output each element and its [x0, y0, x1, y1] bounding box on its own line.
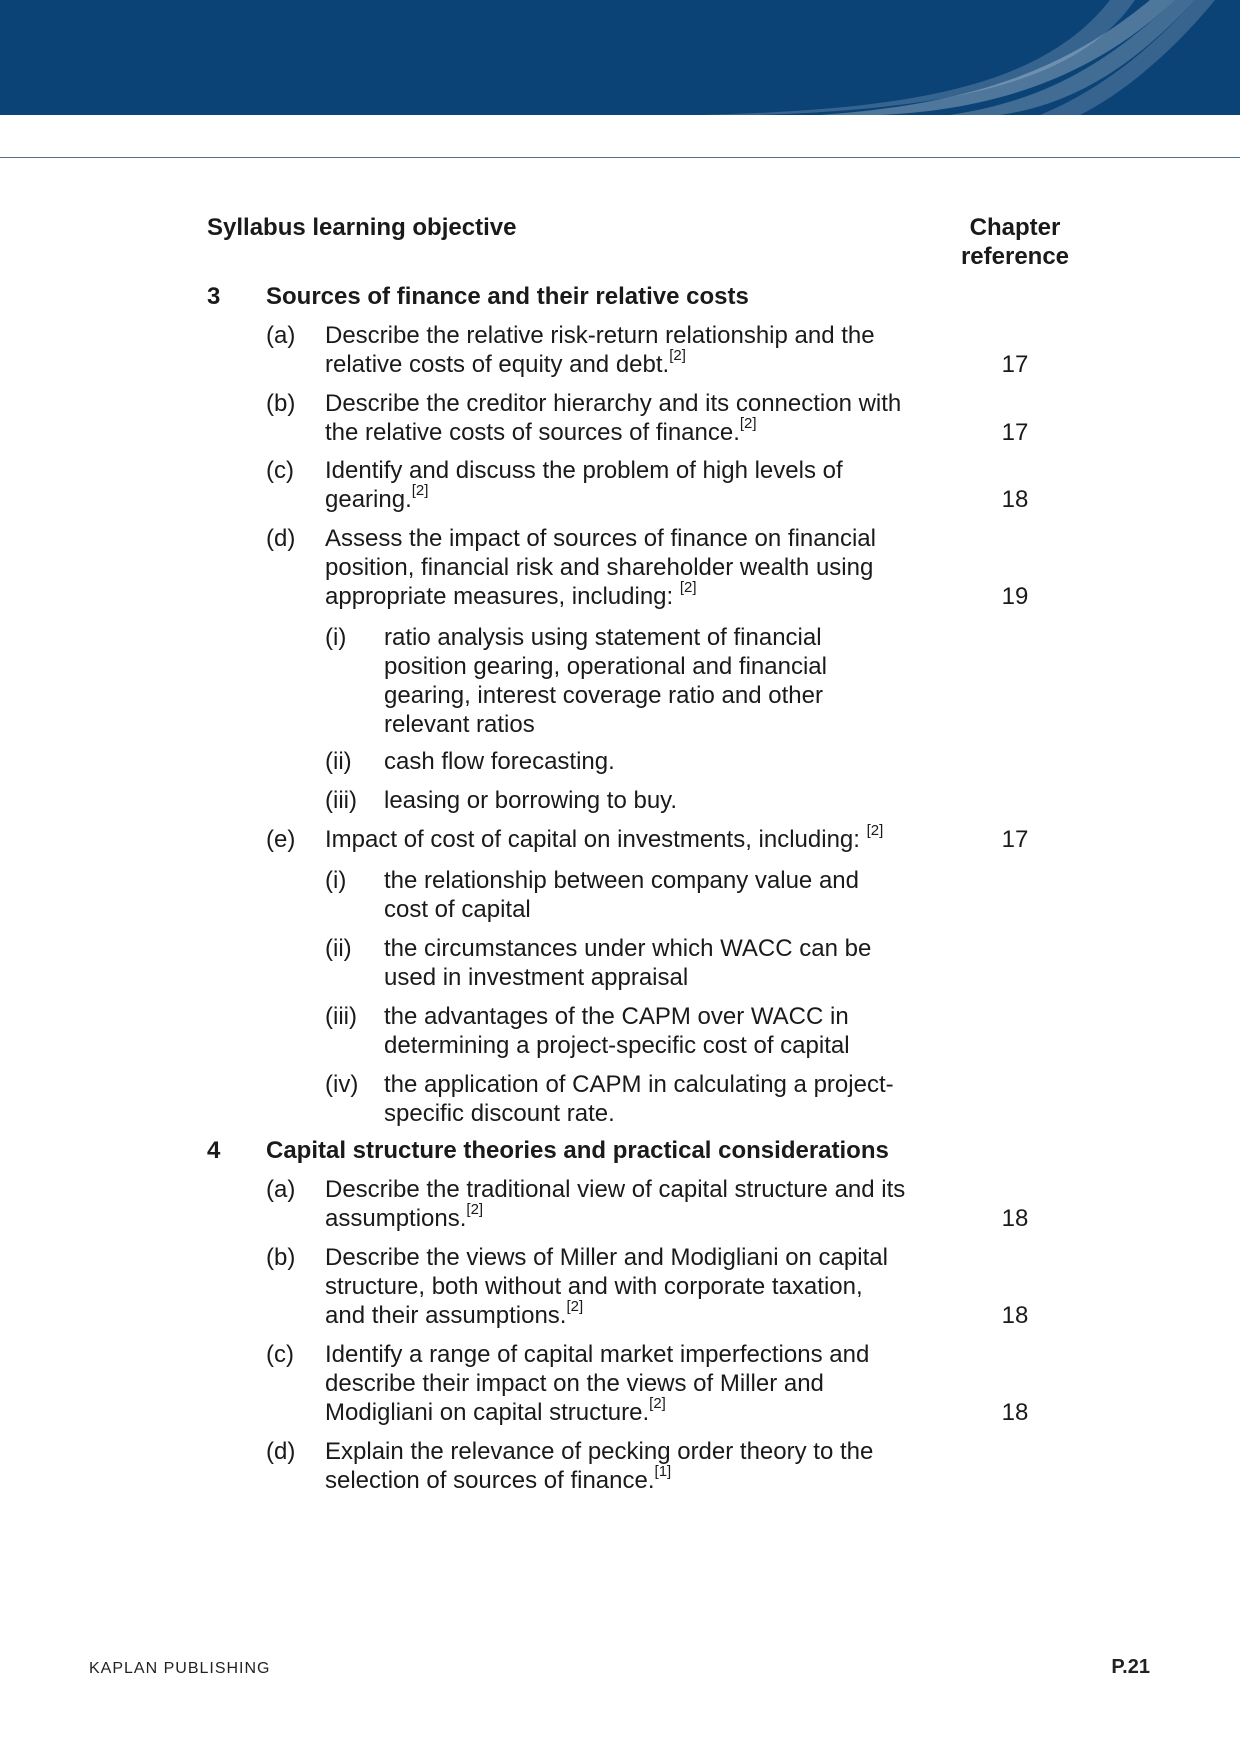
objective-text: Describe the traditional view of capital structure and its assumptions.[2] [325, 1176, 906, 1232]
item-marker: (b) [266, 1244, 296, 1271]
level-superscript: [2] [466, 1201, 484, 1218]
subitem-marker: (i) [325, 624, 347, 651]
subitem-text: ratio analysis using statement of financial position gearing, operational and financial gearing, interest coverage ratio and other relevant ratios [384, 624, 827, 738]
objective-text: Describe the relative risk-return relationship and the relative costs of equity and debt.[2] [325, 322, 875, 378]
subitem-marker: (iii) [325, 787, 357, 814]
chapter-heading-line1: Chapter [969, 214, 1061, 241]
chapter-ref: 17 [1001, 419, 1029, 446]
level-superscript: [2] [566, 1298, 584, 1315]
page-number: P.21 [1111, 1656, 1150, 1678]
section-number: 3 [207, 283, 221, 310]
section-number: 4 [207, 1137, 221, 1164]
subitem-text: the application of CAPM in calculating a project- specific discount rate. [384, 1071, 894, 1127]
item-marker: (c) [266, 457, 294, 484]
item-marker: (a) [266, 1176, 296, 1203]
objective-heading: Syllabus learning objective [207, 214, 517, 241]
item-marker: (c) [266, 1341, 294, 1368]
subitem-text: leasing or borrowing to buy. [384, 787, 678, 814]
item-marker: (e) [266, 826, 296, 853]
section-title: Capital structure theories and practical considerations [266, 1137, 889, 1164]
chapter-heading-line2: reference [960, 243, 1070, 270]
subitem-text: the relationship between company value and cost of capital [384, 867, 859, 923]
objective-text: Identify and discuss the problem of high levels of gearing.[2] [325, 457, 843, 513]
subitem-text: the advantages of the CAPM over WACC in determining a project-specific cost of capital [384, 1003, 850, 1059]
subitem-marker: (i) [325, 867, 347, 894]
chapter-ref: 18 [1001, 1302, 1029, 1329]
header-divider [0, 157, 1240, 158]
banner-swoosh-graphic [0, 0, 1240, 115]
subitem-text: cash flow forecasting. [384, 748, 615, 775]
objective-text: Impact of cost of capital on investments, including: [2] [325, 822, 884, 853]
subitem-text: the circumstances under which WACC can be used in investment appraisal [384, 935, 872, 991]
level-superscript: [2] [649, 1395, 666, 1412]
header-banner [0, 0, 1240, 115]
level-superscript: [2] [679, 579, 697, 596]
level-superscript: [2] [739, 415, 757, 432]
chapter-ref: 17 [1001, 351, 1029, 378]
item-marker: (b) [266, 390, 296, 417]
subitem-marker: (iv) [325, 1071, 359, 1098]
item-marker: (d) [266, 1438, 296, 1465]
chapter-ref: 19 [1001, 583, 1029, 610]
objective-text: Assess the impact of sources of finance on financial position, financial risk and shareholder wealth using appropriate measures, including: [2] [325, 525, 876, 610]
level-superscript: [2] [866, 822, 884, 839]
level-superscript: [1] [654, 1463, 672, 1480]
objective-text: Describe the views of Miller and Modigliani on capital structure, both without and with corporate taxation, and their assumptions.[2] [325, 1244, 888, 1329]
item-marker: (d) [266, 525, 296, 552]
level-superscript: [2] [411, 482, 429, 499]
chapter-ref: 17 [1001, 826, 1029, 853]
subitem-marker: (iii) [325, 1003, 357, 1030]
chapter-ref: 18 [1001, 1399, 1029, 1426]
item-marker: (a) [266, 322, 296, 349]
objective-text: Identify a range of capital market imperfections and describe their impact on the views of Miller and Modigliani on capital structure.[2] [325, 1341, 870, 1426]
section-title: Sources of finance and their relative costs [266, 283, 749, 310]
subitem-marker: (ii) [325, 935, 352, 962]
level-superscript: [2] [669, 347, 686, 364]
subitem-marker: (ii) [325, 748, 352, 775]
chapter-ref: 18 [1001, 1205, 1029, 1232]
publisher-footer: KAPLAN PUBLISHING [89, 1660, 271, 1677]
chapter-reference-heading [940, 213, 1090, 271]
objective-text: Explain the relevance of pecking order theory to the selection of sources of finance.[1] [325, 1438, 874, 1494]
chapter-ref: 18 [1001, 486, 1029, 513]
objective-text: Describe the creditor hierarchy and its connection with the relative costs of sources of finance.[2] [325, 390, 902, 446]
